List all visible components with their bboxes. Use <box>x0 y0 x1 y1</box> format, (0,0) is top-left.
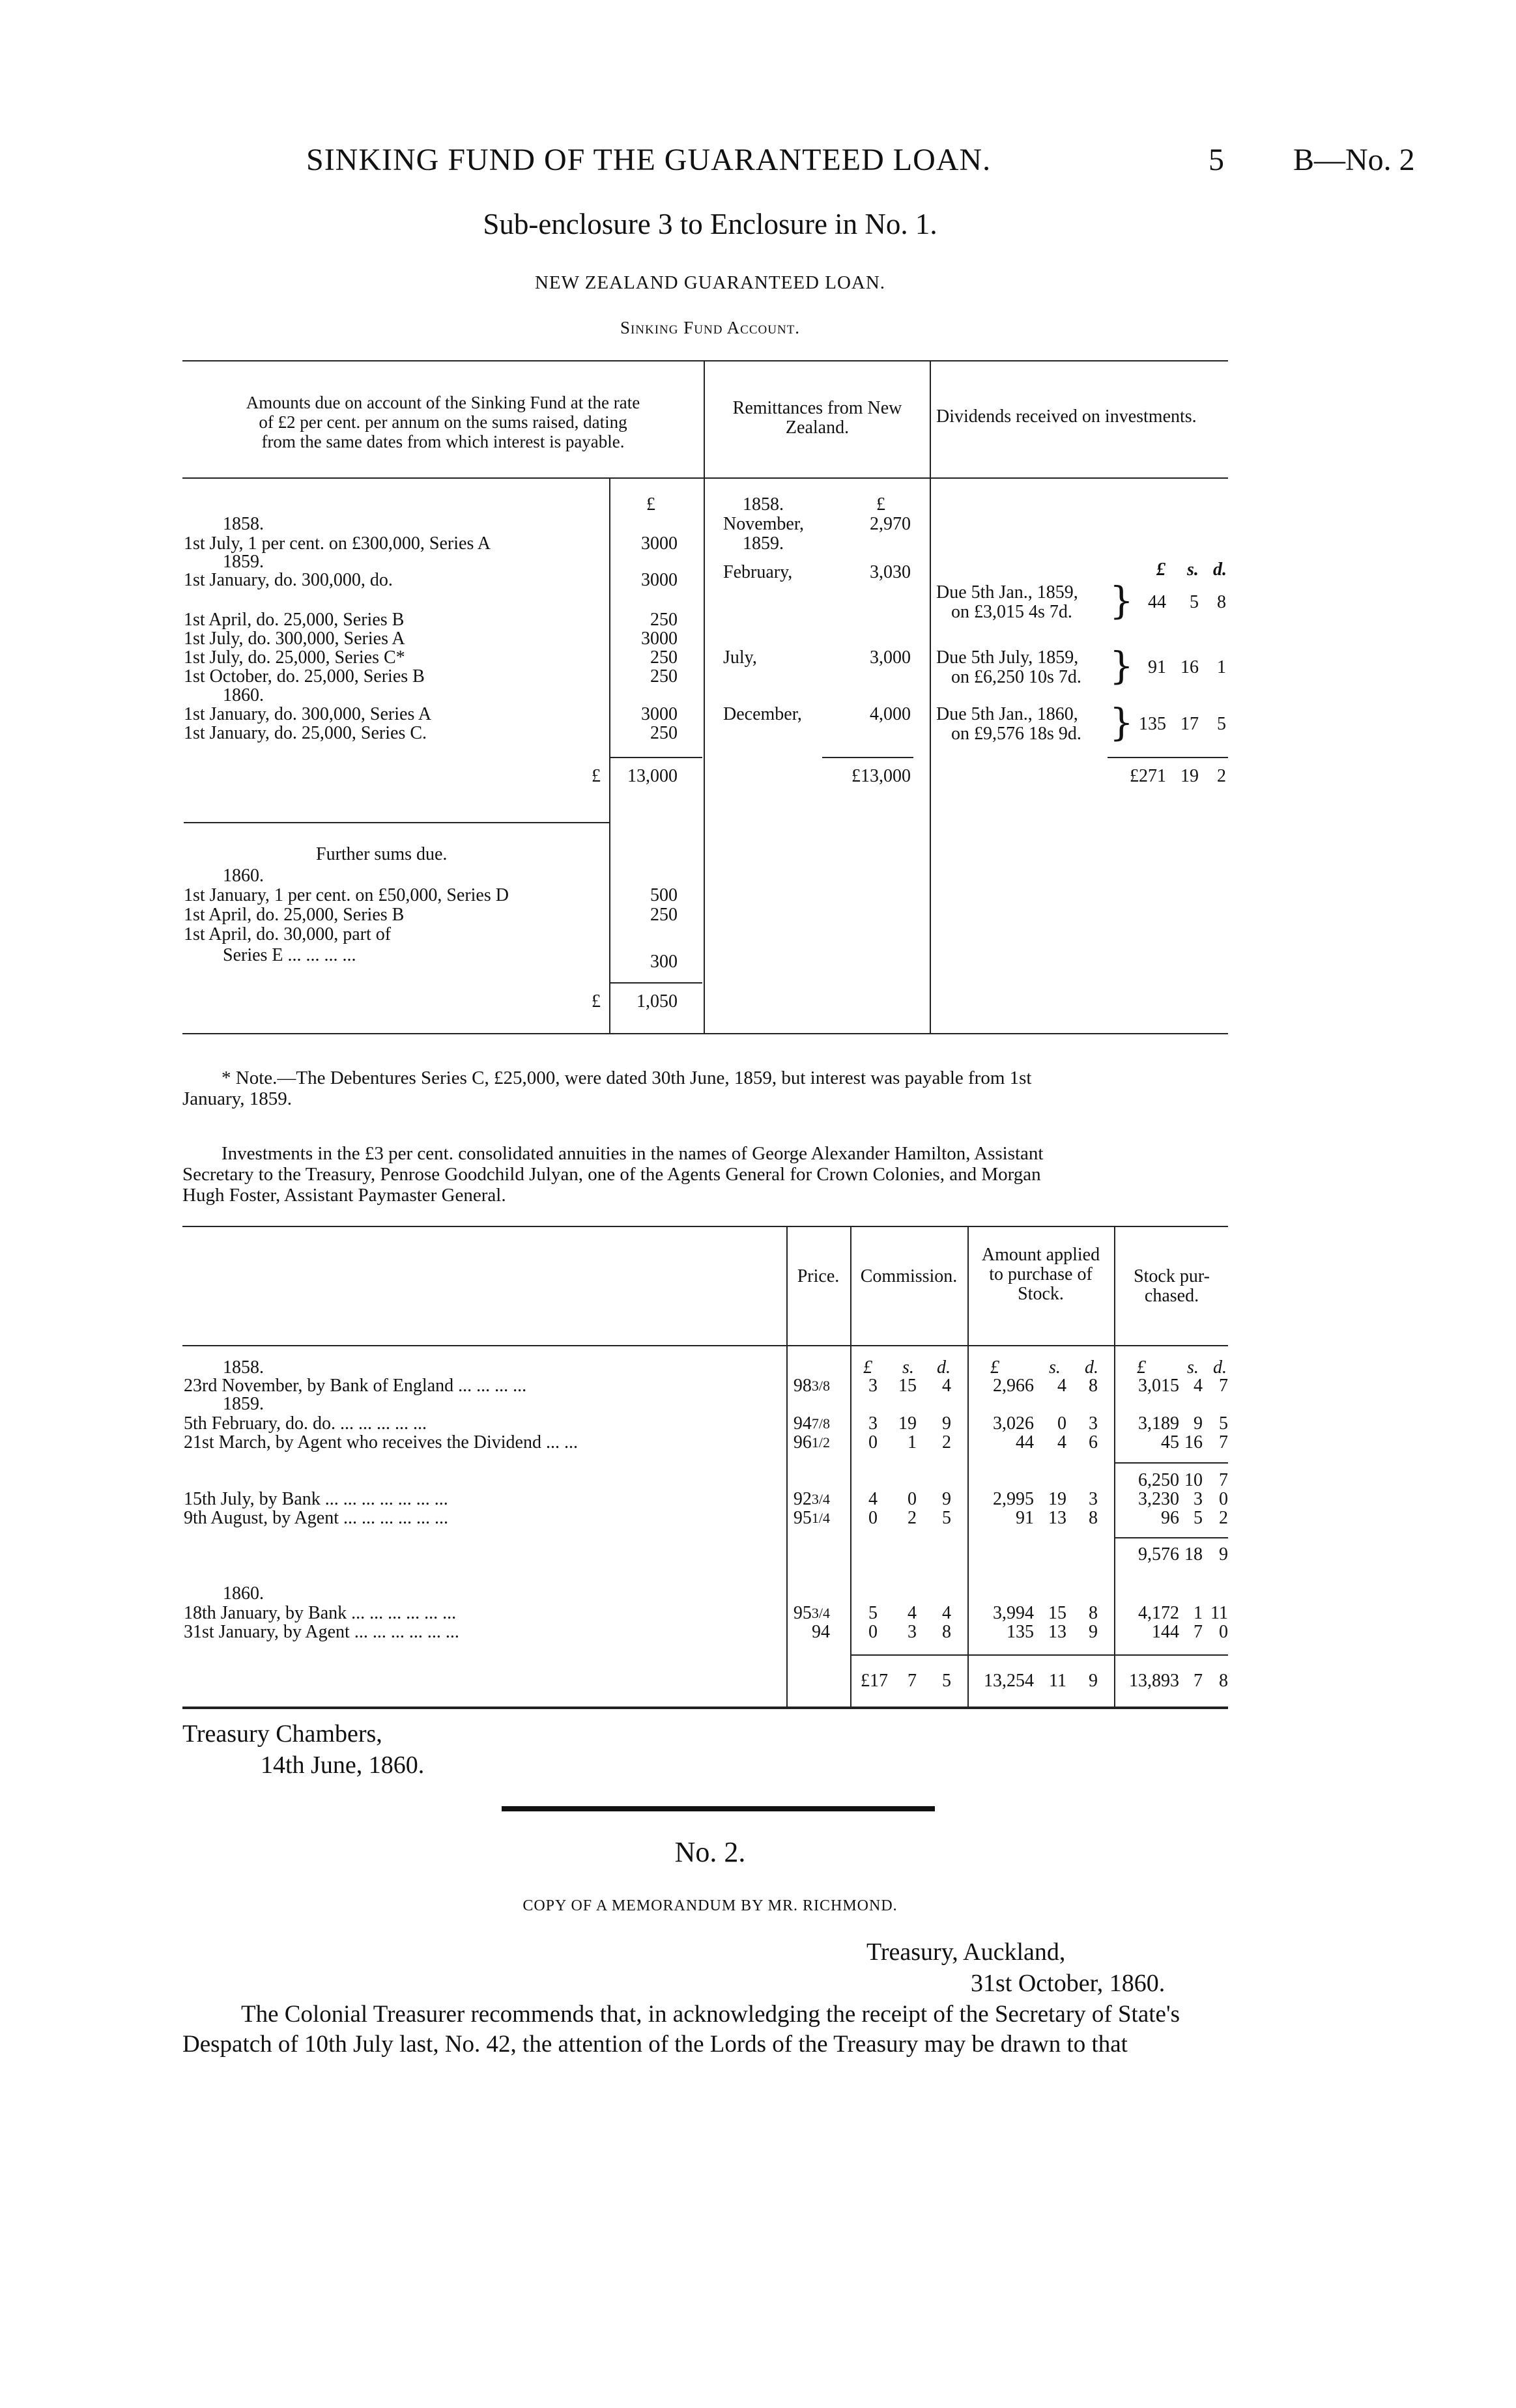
further-total-pound-sign: £ <box>592 991 601 1012</box>
amounts-pound-sign: £ <box>646 494 655 515</box>
amount-pounds: 3,994 <box>993 1603 1034 1623</box>
stock-pence: 11 <box>1210 1603 1228 1623</box>
further-row-label: 1st January, 1 per cent. on £50,000, Series D <box>184 885 509 905</box>
commission-pence: 4 <box>942 1603 951 1623</box>
dividends-total-shillings: 19 <box>1180 766 1199 786</box>
investment-price: $95^{1/4}$ <box>793 1508 830 1528</box>
amount-pounds: 3,026 <box>993 1413 1034 1434</box>
amount-shillings: 4 <box>1057 1432 1066 1452</box>
amount-pounds: 2,995 <box>993 1489 1034 1509</box>
stock-subtotal-pence: 9 <box>1219 1544 1228 1565</box>
stock-subtotal-pounds: 9,576 <box>1138 1544 1179 1565</box>
memo-place: Treasury, Auckland, <box>866 1938 1066 1966</box>
footnote: January, 1859. <box>182 1088 293 1109</box>
signoff-date: 14th June, 1860. <box>261 1751 425 1779</box>
commission-pence: 5 <box>942 1508 951 1528</box>
stock-shillings: 16 <box>1184 1432 1203 1452</box>
amount-row-value: 3000 <box>641 704 678 724</box>
dividend-description: Due 5th Jan., 1859, <box>936 582 1078 602</box>
amount-pence-header: d. <box>1085 1357 1098 1378</box>
commission-pence: 8 <box>942 1622 951 1642</box>
commission-pounds: 0 <box>868 1508 878 1528</box>
commission-shillings: 19 <box>898 1413 917 1434</box>
dividend-pounds: 44 <box>1148 592 1166 612</box>
memo-date: 31st October, 1860. <box>971 1970 1166 1997</box>
amount-row-value: 3000 <box>641 629 678 649</box>
commission-pounds: 5 <box>868 1603 878 1623</box>
amount-row-value: 3000 <box>641 533 678 554</box>
amount-row-label: 1860. <box>223 685 264 705</box>
dividends-pounds-header: £ <box>1156 560 1166 580</box>
dividends-header: Dividends received on investments. <box>936 406 1197 427</box>
stock-pounds: 3,189 <box>1138 1413 1179 1434</box>
commission-total-pence: 5 <box>942 1671 951 1691</box>
amount-row-value: 250 <box>650 723 678 743</box>
amount-pounds: 91 <box>1016 1508 1034 1528</box>
remittances-header: Remittances from New Zealand. <box>732 398 902 438</box>
amount-shillings: 4 <box>1057 1376 1066 1396</box>
amount-total-pounds: 13,254 <box>984 1671 1034 1691</box>
investments-intro: Secretary to the Treasury, Penrose Goodchild Julyan, one of the Agents General for Crown Colonies, and Morgan <box>182 1164 1041 1185</box>
stock-shillings: 5 <box>1194 1508 1203 1528</box>
stock-subtotal-shillings: 10 <box>1184 1470 1203 1490</box>
amounts-total: 13,000 <box>627 766 678 786</box>
investment-price: $98^{3/8}$ <box>793 1376 830 1396</box>
commission-header: Commission. <box>860 1266 958 1286</box>
stock-subtotal-pence: 7 <box>1219 1470 1228 1490</box>
stock-total-pence: 8 <box>1219 1671 1228 1691</box>
commission-shillings: 0 <box>908 1489 917 1509</box>
commission-pounds: 0 <box>868 1432 878 1452</box>
dividend-shillings: 16 <box>1180 657 1199 677</box>
stock-pounds: 144 <box>1152 1622 1179 1642</box>
dividend-pence: 5 <box>1217 714 1226 734</box>
amount-total-pence: 9 <box>1089 1671 1098 1691</box>
commission-pence: 2 <box>942 1432 951 1452</box>
price-header: Price. <box>797 1266 840 1286</box>
remittance-date: 1859. <box>743 533 784 554</box>
dividend-description: Due 5th July, 1859, <box>936 647 1079 668</box>
commission-pounds-header: £ <box>863 1357 872 1378</box>
stock-pounds: 3,230 <box>1138 1489 1179 1509</box>
dividend-pence: 1 <box>1217 657 1226 677</box>
stock-shillings: 4 <box>1194 1376 1203 1396</box>
dividends-shillings-header: s. <box>1187 560 1199 580</box>
stock-pounds: 3,015 <box>1138 1376 1179 1396</box>
investment-year: 1859. <box>223 1394 264 1414</box>
amount-shillings: 13 <box>1048 1508 1066 1528</box>
investment-description: 18th January, by Bank ... ... ... ... ... ... <box>184 1603 457 1623</box>
amount-row-value: 250 <box>650 666 678 687</box>
dividends-total-pence: 2 <box>1217 766 1226 786</box>
remittances-total: £13,000 <box>851 766 911 786</box>
remittance-date: November, <box>723 514 805 534</box>
signoff-place: Treasury Chambers, <box>182 1720 382 1748</box>
remittance-amount: 2,970 <box>870 514 911 534</box>
stock-pounds: 4,172 <box>1138 1603 1179 1623</box>
amount-shillings: 0 <box>1057 1413 1066 1434</box>
remittance-amount: 4,000 <box>870 704 911 724</box>
commission-shillings: 4 <box>908 1603 917 1623</box>
memo-title: COPY OF A MEMORANDUM BY MR. RICHMOND. <box>522 1897 898 1914</box>
account-title: Sinking Fund Account. <box>620 318 801 337</box>
stock-subtotal-pounds: 6,250 <box>1138 1470 1179 1490</box>
stock-pence: 7 <box>1219 1376 1228 1396</box>
amount-row-value: 250 <box>650 647 678 668</box>
stock-total-pounds: 13,893 <box>1129 1671 1179 1691</box>
commission-shillings: 15 <box>898 1376 917 1396</box>
commission-pounds: 0 <box>868 1622 878 1642</box>
amount-pence: 8 <box>1089 1603 1098 1623</box>
dividend-shillings: 5 <box>1190 592 1199 612</box>
amount-row-label: 1st July, 1 per cent. on £300,000, Series A <box>184 533 491 554</box>
amount-pounds: 44 <box>1016 1432 1034 1452</box>
further-row-value: 250 <box>650 905 678 925</box>
investments-intro: Investments in the £3 per cent. consolidated annuities in the names of George Alexander Hamilton, Assistant <box>222 1143 1044 1164</box>
dividends-pence-header: d. <box>1213 560 1227 580</box>
dividends-total-pounds: £271 <box>1130 766 1166 786</box>
loan-title: NEW ZEALAND GUARANTEED LOAN. <box>534 272 886 293</box>
stock-shillings-header: s. <box>1187 1357 1199 1378</box>
commission-shillings-header: s. <box>902 1357 914 1378</box>
further-sums-title: Further sums due. <box>316 844 448 864</box>
amount-pounds-header: £ <box>990 1357 999 1378</box>
running-title: SINKING FUND OF THE GUARANTEED LOAN. <box>306 143 992 177</box>
stock-total-shillings: 7 <box>1194 1671 1203 1691</box>
further-row-label: 1st April, do. 25,000, Series B <box>184 905 405 925</box>
stock-pence: 2 <box>1219 1508 1228 1528</box>
remittance-amount: 3,000 <box>870 647 911 668</box>
amount-row-label: 1st January, do. 300,000, do. <box>184 570 393 590</box>
amount-pence: 8 <box>1089 1376 1098 1396</box>
investment-price: $94^{7/8}$ <box>793 1413 830 1434</box>
amount-row-label: 1st July, do. 25,000, Series C* <box>184 647 405 668</box>
commission-pence: 9 <box>942 1489 951 1509</box>
amount-row-label: 1st April, do. 25,000, Series B <box>184 610 405 630</box>
further-row-value: 500 <box>650 885 678 905</box>
amount-pence: 6 <box>1089 1432 1098 1452</box>
commission-pence-header: d. <box>937 1357 951 1378</box>
amount-total-shillings: 11 <box>1049 1671 1066 1691</box>
stock-subtotal-shillings: 18 <box>1184 1544 1203 1565</box>
brace: } <box>1109 578 1134 623</box>
investment-year: 1860. <box>223 1583 264 1604</box>
stock-pence: 7 <box>1219 1432 1228 1452</box>
dividend-pounds: 91 <box>1148 657 1166 677</box>
investment-year: 1858. <box>223 1357 264 1378</box>
commission-pence: 4 <box>942 1376 951 1396</box>
further-row-value: 300 <box>650 952 678 972</box>
dividend-pounds: 135 <box>1139 714 1166 734</box>
amount-row-value: 250 <box>650 610 678 630</box>
stock-pence: 5 <box>1219 1413 1228 1434</box>
amount-row-label: 1859. <box>223 552 264 572</box>
amount-shillings-header: s. <box>1049 1357 1061 1378</box>
commission-total-shillings: 7 <box>908 1671 917 1691</box>
investment-price: 94 <box>812 1622 830 1642</box>
investment-description: 31st January, by Agent ... ... ... ... ... ... <box>184 1622 459 1642</box>
remittances-pound-sign: £ <box>876 494 885 515</box>
stock-pence-header: d. <box>1213 1357 1227 1378</box>
dividend-description: on £9,576 18s 9d. <box>951 724 1081 744</box>
investments-intro: Hugh Foster, Assistant Paymaster General. <box>182 1185 506 1206</box>
investment-description: 5th February, do. do. ... ... ... ... ... <box>184 1413 427 1434</box>
amount-pence: 8 <box>1089 1508 1098 1528</box>
further-row-label: 1860. <box>223 866 264 886</box>
remittance-amount: 3,030 <box>870 562 911 582</box>
stock-shillings: 1 <box>1194 1603 1203 1623</box>
dividend-shillings: 17 <box>1180 714 1199 734</box>
brace: } <box>1109 700 1134 744</box>
amounts-header: Amounts due on account of the Sinking Fund at the rate of £2 per cent. per annum on the sums raised, dating from the same dates from which interest is payable. <box>246 393 640 451</box>
remittance-date: 1858. <box>743 494 784 515</box>
commission-total-pounds: £17 <box>861 1671 888 1691</box>
investment-price: $96^{1/2}$ <box>793 1432 830 1452</box>
amount-pounds: 2,966 <box>993 1376 1034 1396</box>
commission-pence: 9 <box>942 1413 951 1434</box>
investment-description: 9th August, by Agent ... ... ... ... ... ... <box>184 1508 449 1528</box>
amount-pence: 3 <box>1089 1489 1098 1509</box>
amount-pence: 3 <box>1089 1413 1098 1434</box>
amount-row-label: 1st January, do. 25,000, Series C. <box>184 723 427 743</box>
amount-shillings: 15 <box>1048 1603 1066 1623</box>
stock-shillings: 9 <box>1194 1413 1203 1434</box>
stock-shillings: 3 <box>1194 1489 1203 1509</box>
amount-pence: 9 <box>1089 1622 1098 1642</box>
subenclosure-title: Sub-enclosure 3 to Enclosure in No. 1. <box>483 208 937 240</box>
further-total: 1,050 <box>636 991 678 1012</box>
amount-pounds: 135 <box>1007 1622 1034 1642</box>
amount-applied-header: Amount applied to purchase of Stock. <box>981 1245 1100 1304</box>
footnote: * Note.—The Debentures Series C, £25,000, were dated 30th June, 1859, but interest was payable from 1st <box>222 1068 1032 1088</box>
stock-shillings: 7 <box>1194 1622 1203 1642</box>
amount-row-value: 3000 <box>641 570 678 590</box>
dividend-description: Due 5th Jan., 1860, <box>936 704 1078 724</box>
stock-pounds-header: £ <box>1137 1357 1146 1378</box>
amount-row-label: 1858. <box>223 514 264 534</box>
stock-pence: 0 <box>1219 1489 1228 1509</box>
amount-row-label: 1st January, do. 300,000, Series A <box>184 704 432 724</box>
remittance-date: December, <box>723 704 802 724</box>
investment-description: 23rd November, by Bank of England ... ... ... ... <box>184 1376 527 1396</box>
memo-body: The Colonial Treasurer recommends that, in acknowledging the receipt of the Secretary of State's <box>241 2001 1180 2028</box>
dividend-pence: 8 <box>1217 592 1226 612</box>
investment-description: 21st March, by Agent who receives the Dividend ... ... <box>184 1432 578 1452</box>
document-reference: B—No. 2 <box>1293 143 1415 177</box>
investment-description: 15th July, by Bank ... ... ... ... ... ... ... <box>184 1489 448 1509</box>
memo-body: Despatch of 10th July last, No. 42, the attention of the Lords of the Treasury may be drawn to that <box>182 2031 1128 2058</box>
remittance-date: July, <box>723 647 757 668</box>
amount-row-label: 1st July, do. 300,000, Series A <box>184 629 405 649</box>
dividend-description: on £3,015 4s 7d. <box>951 602 1072 622</box>
stock-purchased-header: Stock pur- chased. <box>1134 1266 1210 1306</box>
stock-pounds: 96 <box>1161 1508 1179 1528</box>
commission-shillings: 2 <box>908 1508 917 1528</box>
commission-pounds: 3 <box>868 1376 878 1396</box>
dividend-description: on £6,250 10s 7d. <box>951 667 1081 687</box>
commission-shillings: 1 <box>908 1432 917 1452</box>
commission-pounds: 4 <box>868 1489 878 1509</box>
stock-pounds: 45 <box>1161 1432 1179 1452</box>
section-number: No. 2. <box>674 1836 746 1868</box>
investment-price: $95^{3/4}$ <box>793 1603 830 1623</box>
amount-row-label: 1st October, do. 25,000, Series B <box>184 666 425 687</box>
stock-pence: 0 <box>1219 1622 1228 1642</box>
further-row-label: 1st April, do. 30,000, part of <box>184 924 392 944</box>
page-number: 5 <box>1209 143 1224 177</box>
brace: } <box>1109 644 1134 688</box>
investment-price: $92^{3/4}$ <box>793 1489 830 1509</box>
commission-shillings: 3 <box>908 1622 917 1642</box>
amount-shillings: 13 <box>1048 1622 1066 1642</box>
further-row-label: Series E ... ... ... ... <box>223 945 356 965</box>
commission-pounds: 3 <box>868 1413 878 1434</box>
section-divider <box>502 1806 935 1811</box>
amounts-total-pound-sign: £ <box>592 766 601 786</box>
amount-shillings: 19 <box>1048 1489 1066 1509</box>
remittance-date: February, <box>723 562 793 582</box>
